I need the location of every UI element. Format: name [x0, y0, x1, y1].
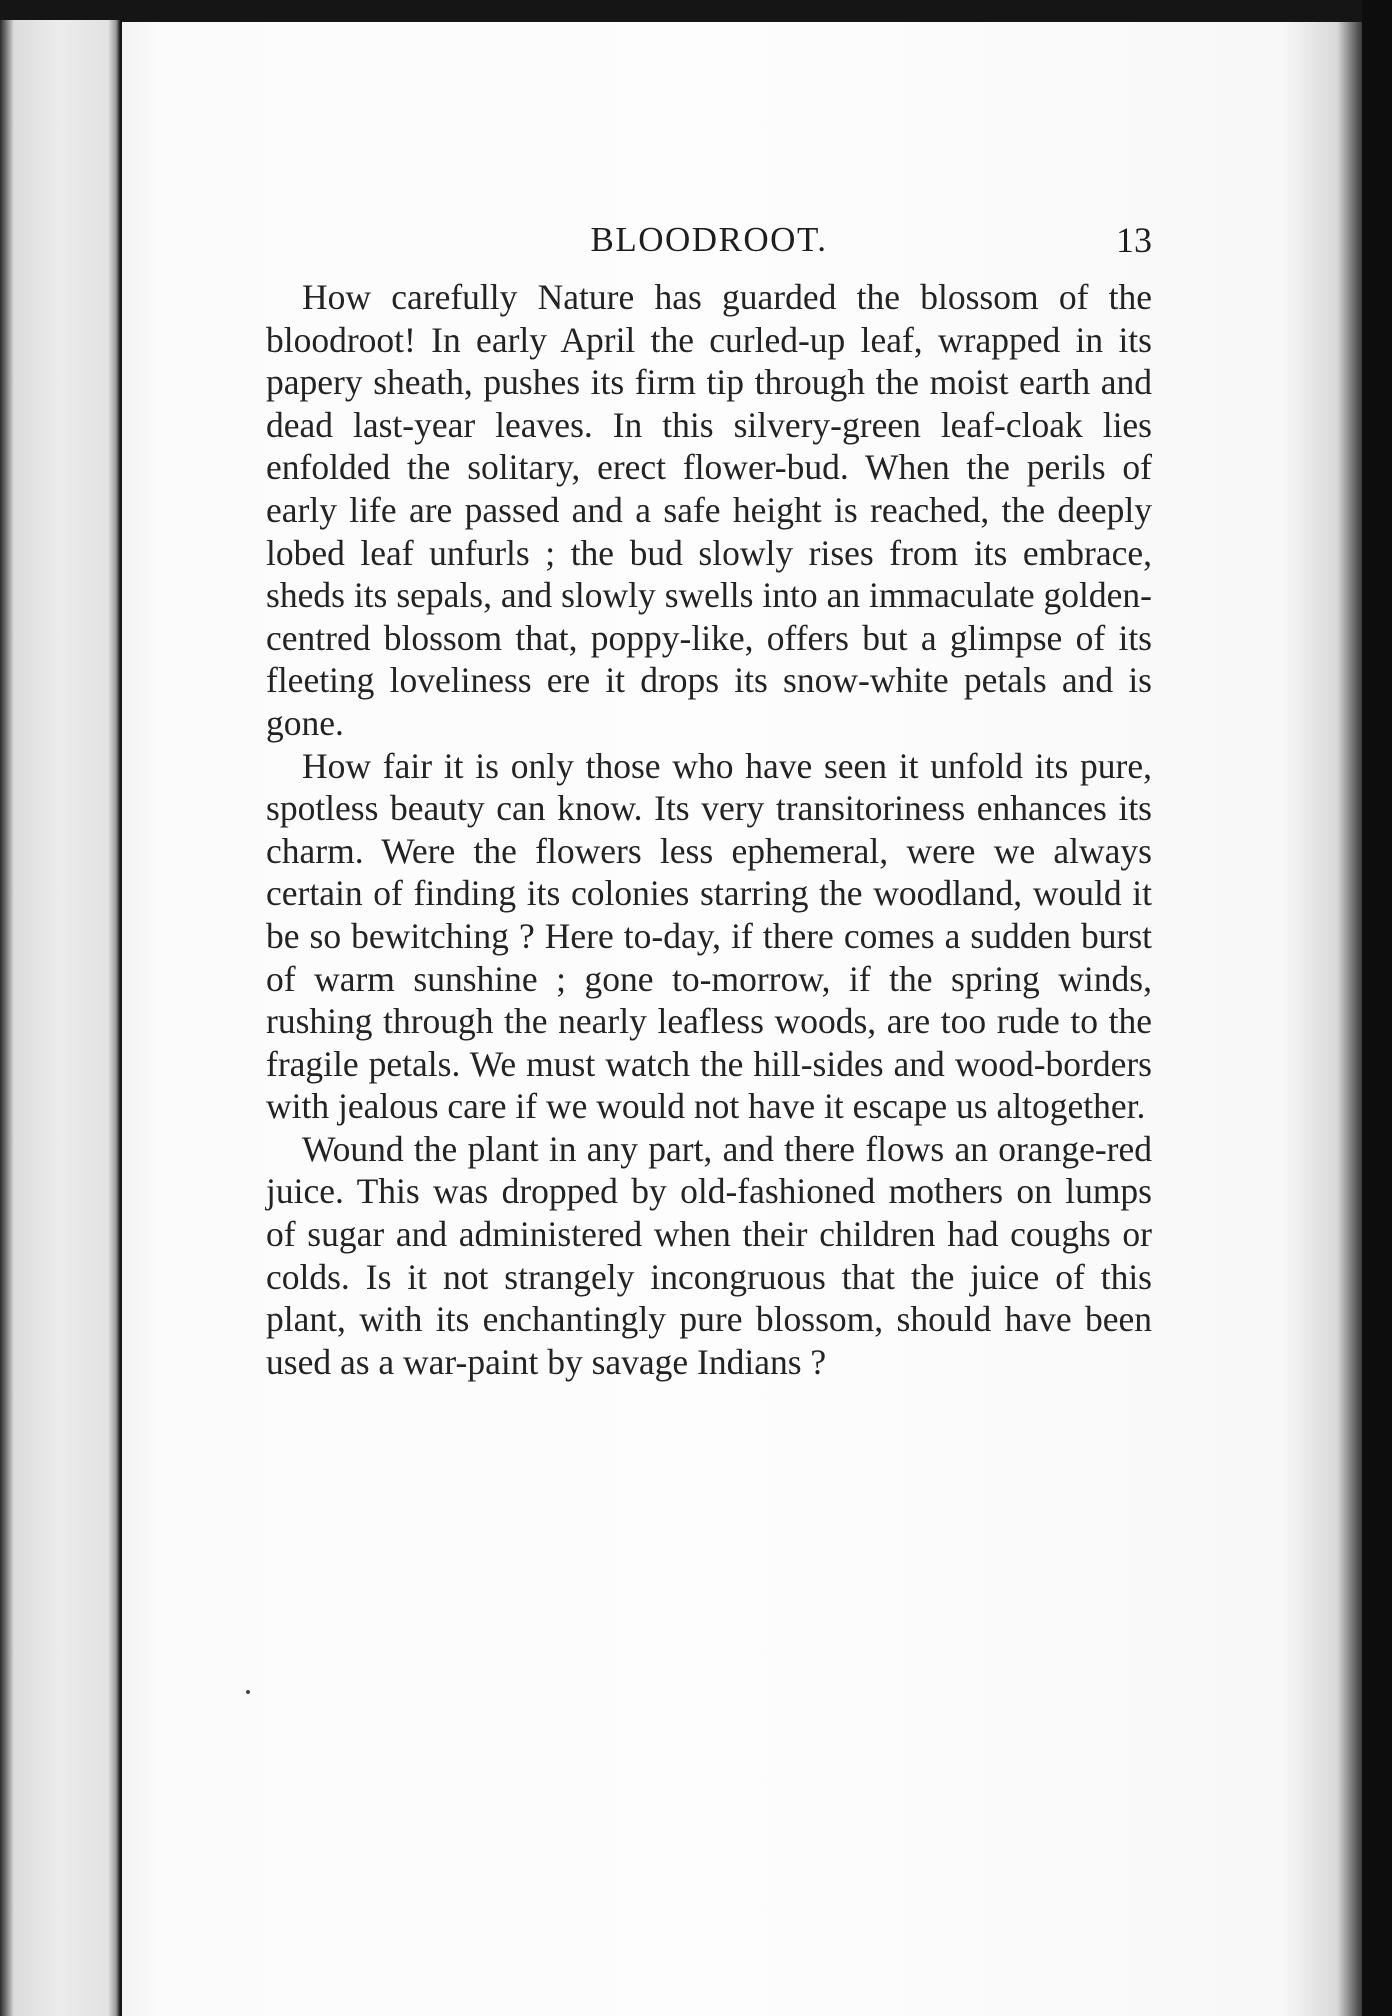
ink-speck [246, 1690, 250, 1694]
running-title: BLOODROOT. [590, 220, 828, 259]
right-scan-edge [1362, 0, 1392, 2016]
paragraph-2: How fair it is only those who have seen it unfold its pure, spotless beauty can know. Its very transitoriness enhances its charm. Were the flowers less ephemeral, were we always certain of finding its colonies starring the woodland, would it be so bewitching ? Here to-day, if there comes a sudden burst of warm sunshine ; gone to-morrow, if the spring winds, rushing through the nearly leafless woods, are too rude to the fragile petals. We must watch the hill-sides and wood-borders with jealous care if we would not have it escape us altogether. [266, 745, 1152, 1127]
paragraph-1: How carefully Nature has guarded the blossom of the bloodroot! In early April the curled-up leaf, wrapped in its papery sheath, pushes its firm tip through the moist earth and dead last-year leaves. In this silvery-green leaf-cloak lies enfolded the solitary, erect flower-bud. When the perils of early life are passed and a safe height is reached, the deeply lobed leaf unfurls ; the bud slowly rises from its embrace, sheds its sepals, and slowly swells into an immaculate golden-centred blossom that, poppy-like, offers but a glimpse of its fleeting loveliness ere it drops its snow-white petals and is gone. [266, 277, 1152, 743]
running-head [266, 218, 1152, 262]
body-text [266, 276, 1152, 1383]
left-page-edge [0, 20, 120, 2016]
paragraph-3: Wound the plant in any part, and there flows an orange-red juice. This was dropped by old-fashioned mothers on lumps of sugar and administered when their children had coughs or colds. Is it not strangely incongruous that the juice of this plant, with its enchantingly pure blossom, should have been used as a war-paint by savage Indians ? [266, 1128, 1152, 1382]
page-number: 13 [1116, 220, 1152, 260]
